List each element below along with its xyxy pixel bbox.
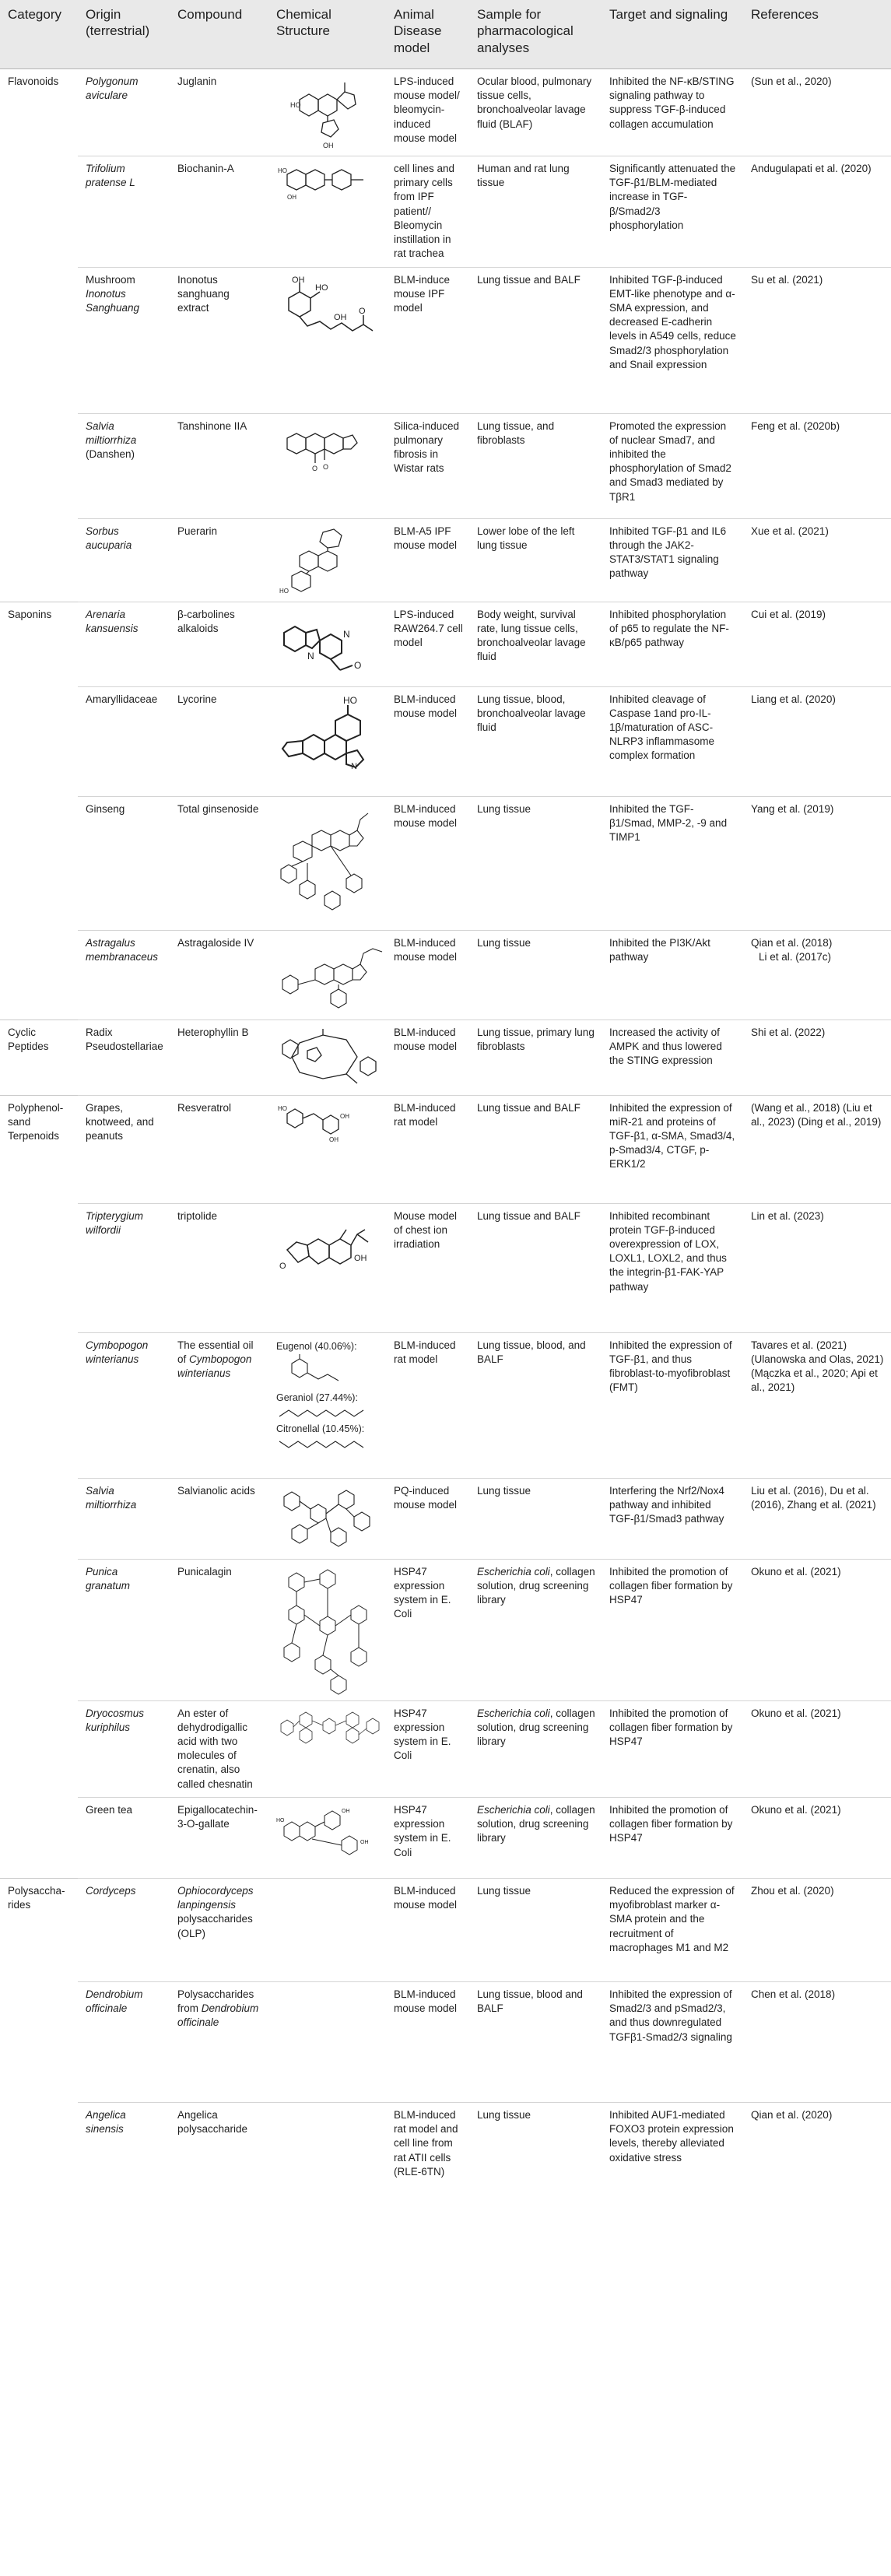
reference-cell: Feng et al. (2020b) bbox=[743, 413, 891, 518]
svg-text:O: O bbox=[359, 306, 366, 316]
astragaloside-structure-icon bbox=[276, 938, 380, 1012]
svg-text:OH: OH bbox=[360, 1839, 369, 1845]
structure-cell bbox=[268, 2102, 386, 2186]
table-row bbox=[0, 267, 891, 413]
compound-cell: triptolide bbox=[170, 1203, 268, 1332]
model-cell: PQ-induced mouse model bbox=[386, 1478, 469, 1559]
origin-cell: Grapes, knotweed, and peanuts bbox=[78, 1095, 170, 1203]
category-flavonoids: Flavonoids bbox=[8, 75, 59, 87]
origin-cell: Cordyceps bbox=[78, 1878, 170, 1981]
model-cell: LPS-induced RAW264.7 cell model bbox=[386, 602, 469, 686]
sample-cell bbox=[469, 1700, 602, 1797]
compound-cell: Lycorine bbox=[170, 686, 268, 796]
origin-cell bbox=[78, 267, 170, 413]
tanshinone-structure-icon bbox=[276, 421, 380, 483]
model-cell: Mouse model of chest ion irradiation bbox=[386, 1203, 469, 1332]
compound-cell: Total ginsenoside bbox=[170, 796, 268, 930]
reference-cell: Liang et al. (2020) bbox=[743, 686, 891, 796]
table-row bbox=[0, 69, 891, 156]
target-cell: Inhibited the expression of TGF-β1, and thus fibroblast-to-myofibroblast (FMT) bbox=[602, 1332, 743, 1478]
reference-cell: Xue et al. (2021) bbox=[743, 518, 891, 602]
compound-cell: Angelica polysaccharide bbox=[170, 2102, 268, 2186]
svg-text:HO: HO bbox=[276, 1817, 285, 1823]
sample-species: Escherichia coli bbox=[477, 1565, 550, 1578]
svg-text:O: O bbox=[279, 1261, 286, 1271]
table-row bbox=[0, 1700, 891, 1797]
structure-cell bbox=[268, 413, 386, 518]
model-cell: BLM-induced mouse model bbox=[386, 1878, 469, 1981]
sample-cell: Lung tissue bbox=[469, 930, 602, 1020]
punicalagin-structure-icon bbox=[276, 1567, 380, 1695]
table-row bbox=[0, 1878, 891, 1981]
sample-cell: Lung tissue, primary lung fibroblasts bbox=[469, 1020, 602, 1095]
chesnatin-structure-icon bbox=[276, 1708, 380, 1747]
header-compound: Compound bbox=[170, 0, 268, 69]
svg-text:OH: OH bbox=[340, 1112, 349, 1120]
target-cell: Inhibited phosphorylation of p65 to regulate the NF-κB/p65 pathway bbox=[602, 602, 743, 686]
svg-text:N: N bbox=[343, 628, 350, 640]
svg-text:HO: HO bbox=[290, 101, 301, 109]
structure-cell bbox=[268, 518, 386, 602]
structure-cell bbox=[268, 1797, 386, 1878]
reference-cell: Andugulapati et al. (2020) bbox=[743, 156, 891, 268]
table-row bbox=[0, 2102, 891, 2186]
origin-cell: Cymbopogon winterianus bbox=[78, 1332, 170, 1478]
table-row bbox=[0, 518, 891, 602]
table-row bbox=[0, 413, 891, 518]
target-cell: Increased the activity of AMPK and thus lowered the STING expression bbox=[602, 1020, 743, 1095]
svg-text:HO: HO bbox=[278, 1104, 287, 1112]
citronellal-structure-icon bbox=[276, 1437, 380, 1452]
target-cell: Inhibited the TGF-β1/Smad, MMP-2, -9 and TIMP1 bbox=[602, 796, 743, 930]
target-cell: Inhibited TGF-β-induced EMT-like phenotype and α-SMA expression, and decreased E-cadherin levels in A549 cells, reduce Smad2/3 phosphorylation and Snail expression bbox=[602, 267, 743, 413]
heterophyllin-structure-icon bbox=[276, 1027, 380, 1090]
model-cell: BLM-induced rat model and cell line from rat ATII cells (RLE-6TN) bbox=[386, 2102, 469, 2186]
compound-species: Cymbopogon winterianus bbox=[177, 1353, 252, 1379]
header-target: Target and signaling bbox=[602, 0, 743, 69]
structure-cell bbox=[268, 1878, 386, 1981]
model-cell: BLM-induce mouse IPF model bbox=[386, 267, 469, 413]
origin-suffix: (Danshen) bbox=[86, 447, 135, 460]
reference-cell: Shi et al. (2022) bbox=[743, 1020, 891, 1095]
table-row bbox=[0, 602, 891, 686]
sample-cell: Lung tissue and BALF bbox=[469, 1095, 602, 1203]
compound-cell: Salvianolic acids bbox=[170, 1478, 268, 1559]
reference-cell: Su et al. (2021) bbox=[743, 267, 891, 413]
sample-species: Escherichia coli bbox=[477, 1803, 550, 1816]
model-cell: LPS-induced mouse model/ bleomycin-induced mouse model bbox=[394, 75, 460, 144]
origin-cell: Sorbus aucuparia bbox=[78, 518, 170, 602]
svg-text:O: O bbox=[354, 659, 362, 671]
sample-cell: Lung tissue and BALF bbox=[469, 267, 602, 413]
sample-cell: Body weight, survival rate, lung tissue cells, bronchoalveolar lavage fluid bbox=[469, 602, 602, 686]
origin-cell: Salvia miltiorrhiza bbox=[78, 1478, 170, 1559]
origin-cell: Ginseng bbox=[78, 796, 170, 930]
table-row bbox=[0, 1981, 891, 2102]
reference-cell: Chen et al. (2018) bbox=[743, 1981, 891, 2102]
sample-cell: Lung tissue, and fibroblasts bbox=[469, 413, 602, 518]
origin-cell: Astragalus membranaceus bbox=[78, 930, 170, 1020]
model-cell: cell lines and primary cells from IPF patient// Bleomycin instillation in rat trachea bbox=[386, 156, 469, 268]
carboline-structure-icon bbox=[276, 609, 380, 679]
sample-cell: Lung tissue, blood and BALF bbox=[469, 1981, 602, 2102]
table-row bbox=[0, 156, 891, 268]
origin-cell: Dryocosmus kuriphilus bbox=[78, 1700, 170, 1797]
structure-cell bbox=[268, 602, 386, 686]
ginsenoside-structure-icon bbox=[276, 804, 380, 925]
structure-cell bbox=[268, 1095, 386, 1203]
reference-cell: Lin et al. (2023) bbox=[743, 1203, 891, 1332]
compound-cell: Biochanin-A bbox=[170, 156, 268, 268]
compound-cell: Punicalagin bbox=[170, 1559, 268, 1700]
juglanin-structure-icon bbox=[276, 76, 380, 150]
structure-cell bbox=[268, 1020, 386, 1095]
origin-cell bbox=[78, 413, 170, 518]
reference-text: Li et al. (2017c) bbox=[759, 950, 832, 963]
triptolide-structure-icon bbox=[276, 1211, 380, 1289]
salvianolic-structure-icon bbox=[276, 1486, 380, 1552]
sample-cell: Lung tissue and BALF bbox=[469, 1203, 602, 1332]
model-cell: BLM-A5 IPF mouse model bbox=[386, 518, 469, 602]
target-cell: Inhibited the expression of miR-21 and proteins of TGF-β1, α-SMA, Smad3/4, p-Smad3/4, CTGF, p-ERK1/2 bbox=[602, 1095, 743, 1203]
model-cell: BLM-induced mouse model bbox=[386, 1020, 469, 1095]
sample-cell bbox=[469, 1797, 602, 1878]
sample-cell: Lower lobe of the left lung tissue bbox=[469, 518, 602, 602]
structure-cell bbox=[268, 1332, 386, 1478]
sample-rest: , collagen solution, drug screening library bbox=[477, 1707, 595, 1747]
sample-cell bbox=[469, 1559, 602, 1700]
sample-cell: Human and rat lung tissue bbox=[469, 156, 602, 268]
geraniol-structure-icon bbox=[276, 1406, 380, 1421]
target-cell: Significantly attenuated the TGF-β1/BLM-mediated increase in TGF-β/Smad2/3 phosphorylation bbox=[602, 156, 743, 268]
target-cell: Interfering the Nrf2/Nox4 pathway and inhibited TGF-β1/Smad3 pathway bbox=[602, 1478, 743, 1559]
reference-cell: (Sun et al., 2020) bbox=[751, 75, 832, 87]
lycorine-structure-icon bbox=[276, 694, 380, 788]
origin-cell: Tripterygium wilfordii bbox=[78, 1203, 170, 1332]
category-polyphenols-terpenoids: Polyphenol-sand Terpenoids bbox=[0, 1095, 78, 1878]
resveratrol-structure-icon bbox=[276, 1103, 380, 1146]
reference-cell: Cui et al. (2019) bbox=[743, 602, 891, 686]
sample-cell: Lung tissue bbox=[469, 1878, 602, 1981]
sample-species: Escherichia coli bbox=[477, 1707, 550, 1719]
svg-text:O: O bbox=[312, 464, 318, 472]
target-cell: Inhibited the promotion of collagen fiber formation by HSP47 bbox=[602, 1700, 743, 1797]
reference-cell: Okuno et al. (2021) bbox=[743, 1559, 891, 1700]
model-cell: HSP47 expression system in E. Coli bbox=[386, 1559, 469, 1700]
model-cell: BLM-induced mouse model bbox=[386, 796, 469, 930]
target-cell: Inhibited recombinant protein TGF-β-induced overexpression of LOX, LOXL1, LOXL2, and thus the integrin-β1-FAK-YAP pathway bbox=[602, 1203, 743, 1332]
reference-cell: Okuno et al. (2021) bbox=[743, 1797, 891, 1878]
compound-cell bbox=[170, 1332, 268, 1478]
header-model: Animal Disease model bbox=[386, 0, 469, 69]
target-cell: Reduced the expression of myofibroblast marker α-SMA protein and the recruitment of macrophages M1 and M2 bbox=[602, 1878, 743, 1981]
sample-rest: , collagen solution, drug screening library bbox=[477, 1803, 595, 1844]
structure-cell bbox=[268, 796, 386, 930]
category-saponins: Saponins bbox=[0, 602, 78, 1020]
target-cell: Inhibited the promotion of collagen fiber formation by HSP47 bbox=[602, 1559, 743, 1700]
compound-cell: Astragaloside IV bbox=[170, 930, 268, 1020]
structure-cell bbox=[268, 156, 386, 268]
compound-cell: Resveratrol bbox=[170, 1095, 268, 1203]
structure-cell bbox=[268, 267, 386, 413]
svg-text:HO: HO bbox=[278, 167, 287, 174]
structure-cell bbox=[268, 1203, 386, 1332]
origin-cell: Polygonum aviculare bbox=[86, 75, 139, 102]
model-cell: BLM-induced rat model bbox=[386, 1332, 469, 1478]
sample-cell: Lung tissue bbox=[469, 2102, 602, 2186]
target-cell: Inhibited the PI3K/Akt pathway bbox=[602, 930, 743, 1020]
header-category: Category bbox=[0, 0, 78, 69]
model-cell: Silica-induced pulmonary fibrosis in Wistar rats bbox=[386, 413, 469, 518]
target-cell: Inhibited the expression of Smad2/3 and pSmad2/3, and thus downregulated TGFβ1-Smad2/3 signaling bbox=[602, 1981, 743, 2102]
compound-rest: Polysaccharides from bbox=[177, 1988, 254, 2015]
svg-text:OH: OH bbox=[329, 1135, 339, 1143]
origin-prefix: Mushroom bbox=[86, 273, 135, 286]
puerarin-structure-icon bbox=[276, 526, 380, 596]
target-cell: Inhibited the promotion of collagen fiber formation by HSP47 bbox=[602, 1797, 743, 1878]
origin-name: Salvia miltiorrhiza bbox=[86, 419, 137, 446]
model-cell: BLM-induced rat model bbox=[386, 1095, 469, 1203]
compound-cell: Inonotus sanghuang extract bbox=[170, 267, 268, 413]
model-cell: BLM-induced mouse model bbox=[386, 930, 469, 1020]
svg-text:OH: OH bbox=[334, 312, 347, 322]
compound-species: Dendrobium officinale bbox=[177, 2002, 259, 2029]
reference-text: Qian et al. (2018) bbox=[751, 936, 833, 949]
compound-rest: polysaccharides (OLP) bbox=[177, 1913, 253, 1939]
sample-cell: Lung tissue, blood, and BALF bbox=[469, 1332, 602, 1478]
origin-cell: Dendrobium officinale bbox=[78, 1981, 170, 2102]
model-cell: BLM-induced mouse model bbox=[386, 686, 469, 796]
target-cell: Inhibited AUF1-mediated FOXO3 protein expression levels, thereby alleviated oxidative stress bbox=[602, 2102, 743, 2186]
svg-text:N: N bbox=[307, 650, 314, 662]
structure-cell bbox=[268, 930, 386, 1020]
table-row bbox=[0, 1797, 891, 1878]
svg-text:HO: HO bbox=[279, 587, 289, 595]
sample-cell: Lung tissue bbox=[469, 796, 602, 930]
origin-cell: Radix Pseudostellariae bbox=[78, 1020, 170, 1095]
reference-cell: Tavares et al. (2021) (Ulanowska and Olas, 2021) (Mączka et al., 2020; Api et al., 2021) bbox=[743, 1332, 891, 1478]
reference-cell bbox=[743, 930, 891, 1020]
reference-cell: Liu et al. (2016), Du et al. (2016), Zhang et al. (2021) bbox=[743, 1478, 891, 1559]
origin-cell: Arenaria kansuensis bbox=[78, 602, 170, 686]
structure-cell bbox=[268, 1559, 386, 1700]
structure-label-citronellal: Citronellal (10.45%): bbox=[276, 1423, 365, 1435]
eugenol-structure-icon bbox=[276, 1354, 380, 1390]
compound-cell: Tanshinone IIA bbox=[170, 413, 268, 518]
compound-cell: Epigallocatechin-3-O-gallate bbox=[170, 1797, 268, 1878]
svg-text:OH: OH bbox=[354, 1253, 367, 1263]
table-row bbox=[0, 1559, 891, 1700]
svg-text:HO: HO bbox=[343, 694, 357, 706]
header-structure: Chemical Structure bbox=[268, 0, 386, 69]
compound-cell: Heterophyllin B bbox=[170, 1020, 268, 1095]
svg-text:HO: HO bbox=[315, 283, 328, 293]
structure-label-eugenol: Eugenol (40.06%): bbox=[276, 1340, 357, 1352]
compound-cell: Puerarin bbox=[170, 518, 268, 602]
sample-rest: , collagen solution, drug screening library bbox=[477, 1565, 595, 1606]
table-row bbox=[0, 796, 891, 930]
svg-text:OH: OH bbox=[323, 142, 334, 149]
inonotus-structure-icon bbox=[276, 275, 380, 353]
target-cell: Promoted the expression of nuclear Smad7, and inhibited the phosphorylation of Smad2 and Smad3 mediated by TβR1 bbox=[602, 413, 743, 518]
header-sample: Sample for pharmacological analyses bbox=[469, 0, 602, 69]
origin-cell: Angelica sinensis bbox=[78, 2102, 170, 2186]
compound-cell bbox=[170, 1878, 268, 1981]
target-cell: Inhibited cleavage of Caspase 1and pro-IL-1β/maturation of ASC-NLRP3 inflammasome complex formation bbox=[602, 686, 743, 796]
table-row bbox=[0, 686, 891, 796]
reference-cell: Qian et al. (2020) bbox=[743, 2102, 891, 2186]
structure-cell bbox=[268, 69, 386, 156]
table-row bbox=[0, 1203, 891, 1332]
table-row bbox=[0, 1478, 891, 1559]
sample-cell: Ocular blood, pulmonary tissue cells, bronchoalveolar lavage fluid (BLAF) bbox=[477, 75, 592, 130]
svg-text:O: O bbox=[323, 462, 329, 471]
origin-name: Inonotus Sanghuang bbox=[86, 287, 140, 314]
svg-text:N: N bbox=[351, 761, 357, 771]
target-cell: Inhibited the NF-κB/STING signaling pathway to suppress TGF-β-induced collagen accumulation bbox=[609, 75, 735, 130]
compound-cell: Juglanin bbox=[177, 75, 217, 87]
egcg-structure-icon bbox=[276, 1805, 380, 1859]
compound-cell: β-carbolines alkaloids bbox=[170, 602, 268, 686]
category-cyclic-peptides: Cyclic Peptides bbox=[0, 1020, 78, 1095]
compound-species: Ophiocordyceps lanpingensis bbox=[177, 1884, 254, 1911]
reference-cell: Okuno et al. (2021) bbox=[743, 1700, 891, 1797]
sample-cell: Lung tissue bbox=[469, 1478, 602, 1559]
reference-cell: (Wang et al., 2018) (Liu et al., 2023) (Ding et al., 2019) bbox=[743, 1095, 891, 1203]
model-cell: HSP47 expression system in E. Coli bbox=[386, 1700, 469, 1797]
structure-cell bbox=[268, 1700, 386, 1797]
header-references: References bbox=[743, 0, 891, 69]
table-header-row bbox=[0, 0, 891, 69]
origin-cell: Punica granatum bbox=[78, 1559, 170, 1700]
model-cell: HSP47 expression system in E. Coli bbox=[386, 1797, 469, 1878]
table-row bbox=[0, 930, 891, 1020]
svg-text:OH: OH bbox=[287, 194, 296, 201]
compound-prefix: The essential oil of bbox=[177, 1339, 254, 1365]
structure-label-geraniol: Geraniol (27.44%): bbox=[276, 1392, 358, 1403]
origin-cell: Amaryllidaceae bbox=[78, 686, 170, 796]
svg-text:OH: OH bbox=[292, 275, 305, 285]
structure-cell bbox=[268, 686, 386, 796]
reference-cell: Yang et al. (2019) bbox=[743, 796, 891, 930]
origin-cell: Green tea bbox=[78, 1797, 170, 1878]
reference-cell: Zhou et al. (2020) bbox=[743, 1878, 891, 1981]
table-row bbox=[0, 1095, 891, 1203]
structure-cell bbox=[268, 1478, 386, 1559]
sample-cell: Lung tissue, blood, bronchoalveolar lavage fluid bbox=[469, 686, 602, 796]
structure-cell bbox=[268, 1981, 386, 2102]
table-row bbox=[0, 1332, 891, 1478]
header-origin: Origin (terrestrial) bbox=[78, 0, 170, 69]
biochanin-structure-icon bbox=[276, 163, 380, 202]
category-polysaccharides: Polysaccha-rides bbox=[0, 1878, 78, 2186]
model-cell: BLM-induced mouse model bbox=[386, 1981, 469, 2102]
svg-text:OH: OH bbox=[342, 1808, 350, 1814]
compound-cell: An ester of dehydrodigallic acid with two molecules of crenatin, also called chesnatin bbox=[170, 1700, 268, 1797]
target-cell: Inhibited TGF-β1 and IL6 through the JAK2-STAT3/STAT1 signaling pathway bbox=[602, 518, 743, 602]
compound-cell bbox=[170, 1981, 268, 2102]
table-row bbox=[0, 1020, 891, 1095]
origin-cell: Trifolium pratense L bbox=[78, 156, 170, 268]
